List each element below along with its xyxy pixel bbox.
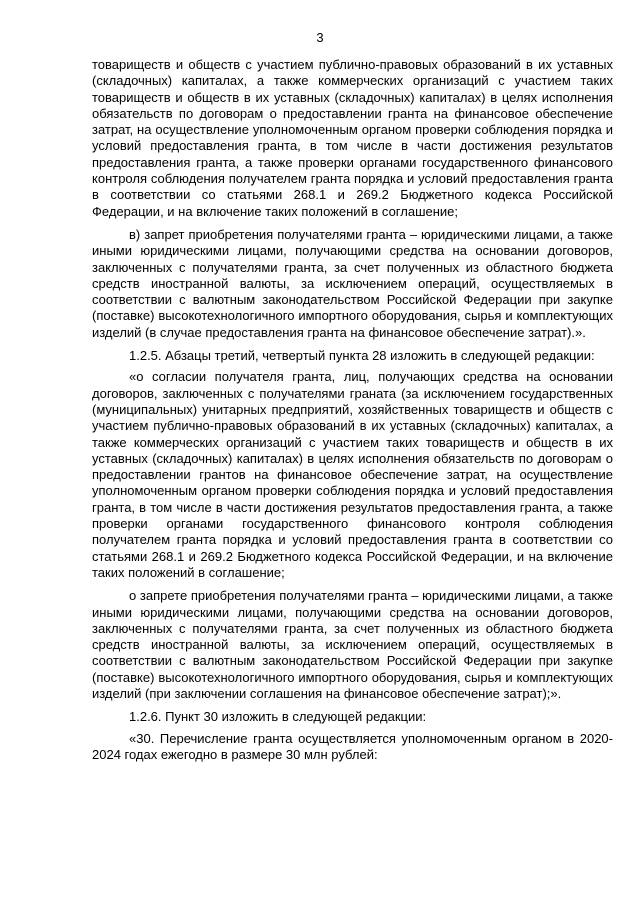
paragraph-continuation: товариществ и обществ с участием публично-правовых образований в их уставных (складочных) капиталах, а также коммерческих организаций с участием таких товариществ и обществ в их уставных (складочных) капиталах) в целях исполнения обязательств по договорам о предоставлении гранта на финансовое обеспечение затрат, на осуществление уполномоченным органом проверки соблюдения порядка и условий предоставления гранта, в том числе в части достижения результатов предоставления гранта, а также проверки органами государственного финансового контроля соблюдения получателем гранта порядка и условий предоставления гранта в соответствии со статьями 268.1 и 269.2 Бюджетного кодекса Российской Федерации, и на включение таких положений в соглашение; — [92, 57, 613, 219]
page-number: 3 — [316, 30, 324, 45]
document-body — [92, 57, 613, 770]
paragraph-consent-quote: «о согласии получателя гранта, лиц, получающих средства на основании договоров, заключенных с получателями граната (за исключением государственных (муниципальных) унитарных предприятий, хозяйственных товариществ и обществ с участием публично-правовых образований в их уставных (складочных) капиталах, а также коммерческих организаций с участием таких товариществ и обществ в их уставных (складочных) капиталах) в целях исполнения обязательств по договорам о предоставлении грантов на финансовое обеспечение затрат, на осуществление уполномоченным органом проверки соблюдения порядка и условий предоставления гранта, в том числе в части достижения результатов предоставления гранта, а также проверки органами государственного финансового контроля соблюдения получателем гранта порядка и условий предоставления гранта в соответствии со статьями 268.1 и 269.2 Бюджетного кодекса Российской Федерации, и на включение таких положений в соглашение; — [92, 369, 613, 580]
paragraph-item-30: «30. Перечисление гранта осуществляется уполномоченным органом в 2020-2024 годах ежегодно в размере 30 млн рублей: — [92, 730, 613, 762]
paragraph-item-1-2-5: 1.2.5. Абзацы третий, четвертый пункта 28 изложить в следующей редакции: — [129, 348, 595, 364]
paragraph-item-1-2-6: 1.2.6. Пункт 30 изложить в следующей редакции: — [129, 709, 427, 725]
paragraph-clause-v: в) запрет приобретения получателями гранта – юридическими лицами, а также иными юридическими лицами, получающими средства на основании договоров, заключенных с получателями гранта, за счет полученных из областного бюджета средств иностранной валюты, за исключением операций, осуществляемых в соответствии с валютным законодательством Российской Федерации при закупке (поставке) высокотехнологичного импортного оборудования, сырья и комплектующих изделий (в случае предоставления гранта на финансовое обеспечение затрат).». — [92, 226, 613, 340]
paragraph-prohibition-quote: о запрете приобретения получателями гранта – юридическими лицами, а также иными юридическими лицами, получающими средства на основании договоров, заключенных с получателями гранта, за счет полученных из областного бюджета средств иностранной валюты, за исключением операций, осуществляемых в соответствии с валютным законодательством Российской Федерации при закупке (поставке) высокотехнологичного импортного оборудования, сырья и комплектующих изделий (при заключении соглашения на финансовое обеспечение затрат);». — [92, 588, 613, 701]
